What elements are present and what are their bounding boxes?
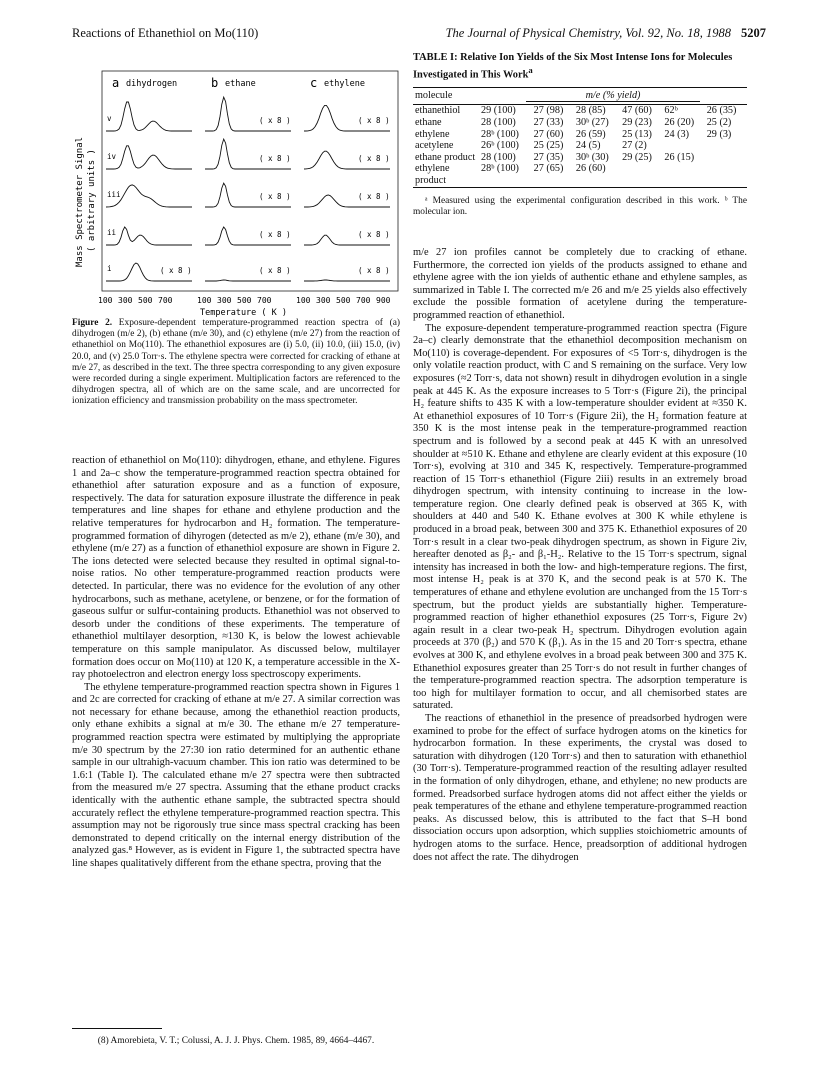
spectrum-trace (106, 227, 192, 245)
table-row (413, 105, 747, 117)
row-label: iii (107, 190, 121, 199)
table-cell: 25 (2) (706, 117, 732, 129)
table-cell: 29 (100) (481, 105, 516, 117)
table-cell (662, 163, 704, 187)
left-column-text (72, 455, 400, 871)
table-cell: 26 (20) (664, 117, 695, 129)
multiplier-label: ( x 8 ) (259, 116, 291, 125)
multiplier-label: ( x 8 ) (259, 192, 291, 201)
panel-title: dihydrogen (126, 79, 178, 89)
table-cell-molecule: ethane product (415, 151, 476, 163)
page-number: 5207 (741, 26, 766, 40)
table-cell: 29 (23) (622, 117, 652, 129)
x-tick-label: 700 (158, 296, 173, 305)
table-cell-molecule: ethylene product (415, 163, 450, 187)
x-tick-label: 300 (217, 296, 232, 305)
row-label: ii (107, 228, 117, 237)
running-header-left: Reactions of Ethanethiol on Mo(110) (72, 26, 259, 40)
multiplier-label: ( x 8 ) (160, 266, 192, 275)
x-tick-label: 700 (257, 296, 272, 305)
table-cell: 28 (100) (481, 151, 516, 163)
ion-yield-table (413, 87, 747, 187)
panel-title: ethylene (324, 79, 365, 89)
table-cell: 28ᵇ (100) (481, 128, 519, 140)
x-axis-label: Temperature ( K ) (200, 308, 287, 318)
table-cell: 26 (15) (664, 151, 695, 163)
y-axis-label: Mass Spectrometer Signal (75, 136, 85, 267)
x-tick-label: 300 (118, 296, 133, 305)
table-cell (662, 140, 704, 152)
table-cell-molecule: ethane (415, 117, 442, 129)
table-row (413, 117, 747, 129)
panel-label: c (310, 76, 318, 90)
figure-2-svg (72, 52, 400, 332)
x-tick-label: 900 (376, 296, 391, 305)
table-1 (413, 52, 747, 218)
table-cell: 26 (35) (706, 105, 737, 117)
journal-citation: The Journal of Physical Chemistry, Vol. 92, No. 18, 1988 (445, 26, 731, 40)
multiplier-label: ( x 8 ) (358, 116, 390, 125)
table-cell-molecule: ethanethiol (415, 105, 461, 117)
multiplier-label: ( x 8 ) (259, 266, 291, 275)
table-title (413, 52, 747, 81)
multiplier-label: ( x 8 ) (259, 230, 291, 239)
multiplier-label: ( x 8 ) (259, 154, 291, 163)
paragraph: The ethylene temperature-programmed reaction spectra shown in Figures 1 and 2c are corrected for cracking of ethane at m/e 27. A similar correction was not necessary for ethane because, among the ethanethiol reaction products, only ethane exhibits a signal at m/e 30. The ethane m/e 27 temperature-programmed reaction spectra were estimated by multiplying the appropriate m/e 30 spectrum by the 27:30 ion ratio determined for an authentic ethane sample in our ultrahigh-vacuum chamber. This ion ratio was determined to be 1.6:1 (Table I). The calculated ethane m/e 27 spectra were then subtracted from the measured m/e 27 spectra. Assuming that the ethane product cracks identically with the authentic ethane sample, the subtracted spectra should accurately reflect the ethylene temperature-programmed reaction spectra. This assumption may not be rigorously true since mass spectral cracking has been demonstrated to depend critically on the internal energy distribution of the analyzed gas.⁸ However, as is evident in Figure 1, the subtracted spectra have line shapes qualitatively different from the ethane spectra, proving that the (72, 681, 400, 869)
spectrum-trace (106, 146, 192, 169)
paragraph: The exposure-dependent temperature-programmed reaction spectra (Figure 2a–c) clearly demonstrate that the ethanethiol decomposition mechanism on Mo(110) is coverage-dependent. For exposures of <5 Torr·s, dihydrogen is the only volatile reaction product, with C and S remaining on the surface. Very low exposures (≈2 Torr·s, data not shown) result in dihydrogen evolution in a single peak at 445 K. As the exposure increases to 5 Torr·s (Figure 2i), the principal H₂ feature shifts to 435 K with a low-temperature shoulder evident at ≈350 K. At ethanethiol exposures of 10 Torr·s (Figure 2ii), the H₂ formation feature at 350 K is the most intense peak in the temperature-programmed reaction spectrum and is followed by a second peak at 445 K with an unresolved shoulder at ≈510 K. Ethane and ethylene are clearly evident at this exposure (10 Torr·s), evolving at 310 and 345 K, respectively. Temperature-programmed reaction of 15 Torr·s ethanethiol (Figure 2iii) results in an extremely broad dihydrogen spectrum, with intensity continuing to increase in the low-temperature region. One clearly defined peak is observed at 365 K, with shoulders at 440 and 540 K. Ethane evolves at 300 K while ethylene is produced in a broad peak, between 300 and 375 K. Ethanethiol exposures of 20 Torr·s result in a clear two-peak dihydrogen spectrum, as shown in Figure 2iv, hereafter denoted as β₂- and β₁-H₂. Relative to the 15 Torr·s spectrum, signal intensity has increased in both the low- and high-temperature regions. The first, most intense H₂ peak is at 370 K, and the second peak is at 570 K. The temperatures of ethane and ethylene evolution are unchanged from the 15 Torr·s spectrum, but the product yields are substantially higher. Temperature-programmed reaction of higher ethanethiol exposures (25 Torr·s, Figure 2v) again result in a clear two-peak H₂ spectrum. Dihydrogen evolution again proceeds at 370 (β₂) and 570 K (β₁). As in the 15 and 20 Torr·s spectra, ethane evolves at 300 K, and ethylene evolves in a broad peak between 300 and 375 K. Ethanethiol exposures greater than 25 Torr·s do not result in further changes of the temperature-programmed reaction spectra. The adsorption temperature is too high for multilayer formation to occur, and all chemisorbed states are saturated. (413, 322, 747, 712)
x-tick-label: 500 (336, 296, 351, 305)
table-cell: 26 (59) (575, 128, 606, 140)
table-cell: 28ᵇ (100) (481, 163, 519, 175)
table-cell: 28 (100) (481, 117, 516, 129)
column-header-yield-text: m/e (% yield) (526, 90, 701, 102)
table-cell: 26ᵇ (100) (481, 140, 519, 152)
table-cell: 27 (33) (533, 117, 564, 129)
multiplier-label: ( x 8 ) (358, 192, 390, 201)
table-cell-molecule: acetylene (415, 140, 454, 152)
row-label: iv (107, 152, 117, 161)
table-cell (620, 163, 662, 187)
table-label: TABLE I: (413, 52, 458, 63)
column-header-molecule: molecule (415, 90, 453, 102)
table-cell: 47 (60) (622, 105, 652, 117)
table-cell (705, 163, 747, 187)
figure-caption (72, 318, 400, 408)
table-cell: 30ᵇ (27) (575, 117, 609, 129)
spectrum-trace (205, 280, 291, 281)
figure-caption-label: Figure 2. (72, 318, 113, 328)
table-cell: 29 (3) (706, 128, 732, 140)
figure-caption-text: Exposure-dependent temperature-programmed reaction spectra of (a) dihydrogen (m/e 2), (b) ethane (m/e 30), and (c) ethylene (m/e 27) from the reaction of ethanethiol on Mo(110). The ethanethiol exposures are (i) 5.0, (ii) 10.0, (iii) 15.0, (iv) 20.0, and (v) 25.0 Torr·s. The ethylene spectra were corrected for cracking of ethane at m/e 27, as described in the text. The three spectra corresponding to any given exposure were recorded during a single experiment. Multiplication factors are referenced to the dihydrogen spectra, all of which are on the same scale, and are uncorrected for ionization efficiency and transmission probability on the mass spectrometer. (72, 318, 401, 407)
table-cell: 26 (60) (575, 163, 606, 175)
table-cell: 25 (25) (533, 140, 564, 152)
table-cell (705, 140, 747, 152)
panel-title: ethane (225, 79, 256, 89)
row-label: v (107, 114, 112, 123)
spectrum-trace (106, 102, 192, 131)
table-row (413, 152, 747, 164)
table-row (413, 129, 747, 141)
spectrum-trace (205, 97, 291, 131)
y-axis-sublabel: ( arbitrary units ) (87, 149, 97, 252)
running-header-right (446, 26, 766, 41)
table-cell: 28 (85) (575, 105, 606, 117)
spectrum-trace (304, 280, 390, 281)
panel-label: a (112, 76, 120, 90)
x-tick-label: 100 (197, 296, 212, 305)
table-cell: 27 (98) (533, 105, 564, 117)
table-row (413, 163, 747, 187)
panel-label: b (211, 76, 219, 90)
table-title-sup: a (528, 65, 533, 75)
x-tick-label: 700 (356, 296, 371, 305)
x-tick-label: 100 (98, 296, 113, 305)
table-row (413, 140, 747, 152)
table-cell: 27 (65) (533, 163, 564, 175)
x-tick-label: 500 (138, 296, 153, 305)
x-tick-label: 300 (316, 296, 331, 305)
x-tick-label: 100 (296, 296, 311, 305)
table-cell: 27 (2) (622, 140, 647, 152)
table-cell: 27 (35) (533, 151, 564, 163)
table-cell (705, 152, 747, 164)
paragraph: reaction of ethanethiol on Mo(110): dihydrogen, ethane, and ethylene. Figures 1 and 2a–c show the temperature-programmed reaction spectra obtained for ethanethiol after saturation exposure and as a function of exposure, respectively. The data for saturation exposure illustrate the difference in peak temperatures and line shapes for ethane and ethylene production and the relative temperatures for hydrocarbon and H₂ formation. The temperature-programmed formation of dihyrogen (detected as m/e 2), ethane (m/e 30), and ethylene (m/e 27) as a function of ethanethiol exposure are shown in Figure 2. The ions detected were selected because they resulted in optimal signal-to-noise ratios. No other temperature-programmed reaction products were detected. In particular, there was no evidence for the evolution of any other hydrocarbons, such as methane, acetylene, or benzene, or for the formation of gaseous sulfur or sulfur-containing products. Ethanethiol was not observed to desorb under the conditions of these experiments. The temperature of ethanethiol multilayer desorption, ≈130 K, is below the lowest achievable temperature on this sample manipulator. As discussed below, multilayer formation does occur on Mo(110) at 120 K, a temperature accessible in the X-ray photoelectron and electron energy loss spectroscopy experiments. (72, 455, 400, 681)
multiplier-label: ( x 8 ) (358, 266, 390, 275)
column-header-yield (479, 88, 747, 102)
table-cell-molecule: ethylene (415, 128, 450, 140)
table-cell: 30ᵇ (30) (575, 151, 609, 163)
figure-2 (72, 52, 400, 332)
row-label: i (107, 264, 112, 273)
footnote-rule (72, 1028, 162, 1029)
table-title-text: Relative Ion Yields of the Six Most Intense Ions for Molecules Investigated in This Work (413, 52, 733, 81)
right-column-text (413, 247, 747, 864)
table-footnote: ᵃ Measured using the experimental configuration described in this work. ᵇ The molecular ion. (413, 195, 747, 217)
multiplier-label: ( x 8 ) (358, 230, 390, 239)
table-cell: 24 (5) (575, 140, 601, 152)
table-cell: 27 (60) (533, 128, 564, 140)
paragraph: The reactions of ethanethiol in the presence of preadsorbed hydrogen were examined to probe for the effect of surface hydrogen atoms on the kinetics for hydrocarbon formation. In these experiments, the crystal was dosed to saturation with dihydrogen (120 Torr·s) and then to saturation with ethanethiol (30 Torr·s). Temperature-programmed reaction of the resulting adlayer resulted in the formation of only dihydrogen, ethane, and ethylene; no new products are formed. Preadsorbed surface hydrogen atoms did not affect either the yields or peak temperatures of the ethane and ethylene temperature-programmed reaction peaks. As discussed below, this is attributed to the fact that S–H bond dissociation occurs upon adsorption, which supplies stoichiometric amounts of hydrogen atoms to the surface. Hence, preadsorption of additional hydrogen does not affect the rate. The dihydrogen (413, 712, 747, 863)
table-cell: 29 (25) (622, 151, 652, 163)
table-cell: 24 (3) (664, 128, 690, 140)
x-tick-label: 500 (237, 296, 252, 305)
paragraph: m/e 27 ion profiles cannot be completely due to cracking of ethane. Furthermore, the corrected ion yields of the products assigned to ethane and ethylene agree with the ion yields of authentic ethane and ethylene samples, as summarized in Table I. The corrected m/e 26 and m/e 25 yields also effectively exclude the possible formation of acetylene during the temperature-programmed reaction of ethanethiol. (413, 247, 747, 321)
table-cell: 25 (13) (622, 128, 652, 140)
multiplier-label: ( x 8 ) (358, 154, 390, 163)
table-cell: 62ᵇ (664, 105, 678, 117)
footnote: (8) Amorebieta, V. T.; Colussi, A. J. J. Phys. Chem. 1985, 89, 4664–4467. (97, 1036, 375, 1046)
